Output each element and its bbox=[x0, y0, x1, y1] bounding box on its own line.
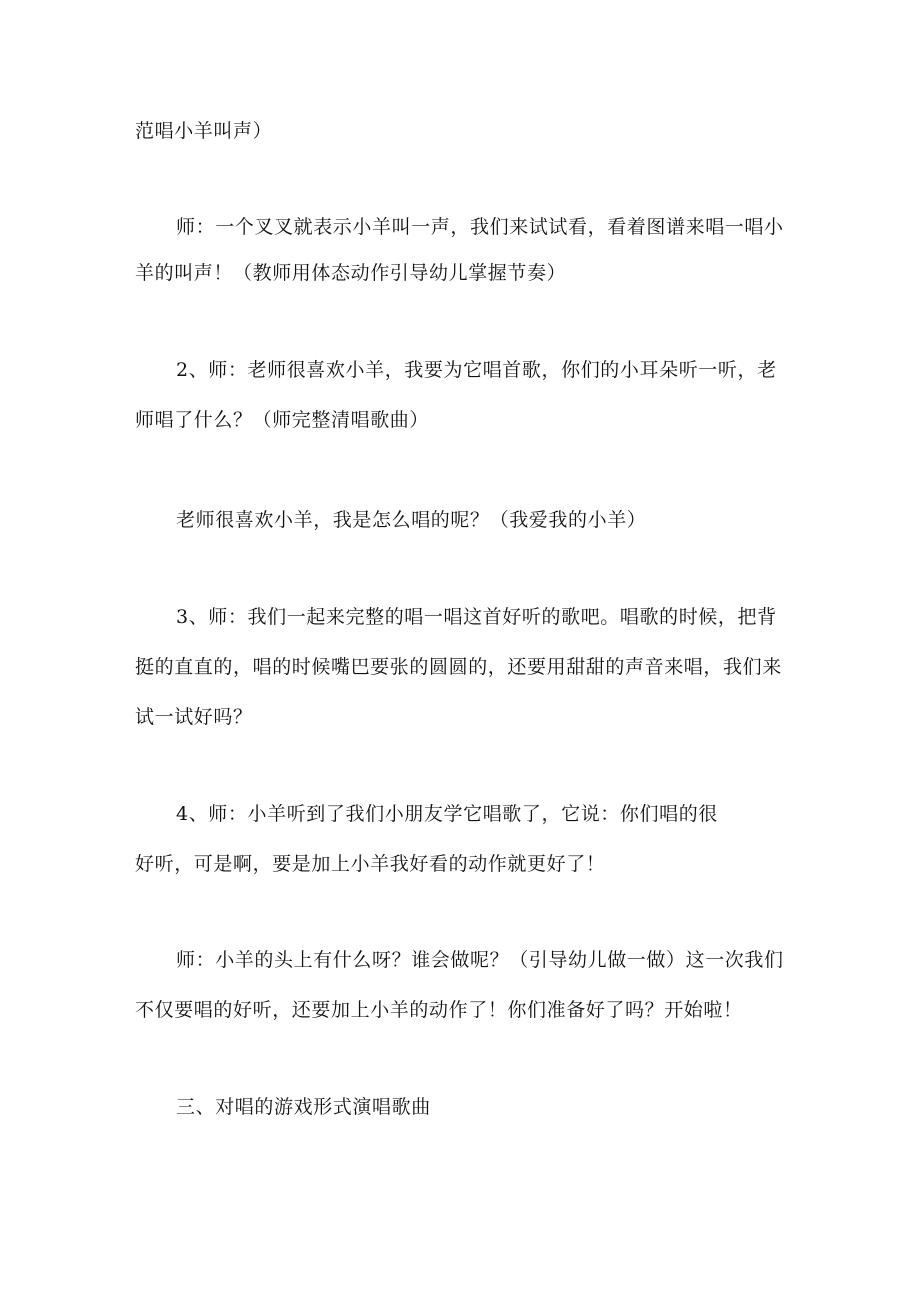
text-line: 试一试好吗？ bbox=[135, 706, 253, 728]
text-line: 4、师：小羊听到了我们小朋友学它唱歌了，它说：你们唱的很 bbox=[176, 803, 718, 825]
text-line: 不仅要唱的好听，还要加上小羊的动作了！你们准备好了吗？开始啦！ bbox=[135, 999, 743, 1021]
text-line: 2、师：老师很喜欢小羊，我要为它唱首歌，你们的小耳朵听一听，老 bbox=[176, 359, 777, 381]
text-line: 好听，可是啊，要是加上小羊我好看的动作就更好了！ bbox=[135, 853, 606, 875]
text-line: 范唱小羊叫声） bbox=[135, 120, 273, 142]
text-line: 师：一个叉叉就表示小羊叫一声，我们来试试看，看着图谱来唱一唱小 bbox=[176, 216, 784, 238]
text-line: 师：小羊的头上有什么呀？谁会做呢？（引导幼儿做一做）这一次我们 bbox=[176, 949, 784, 971]
text-line: 挺的直直的，唱的时候嘴巴要张的圆圆的，还要用甜甜的声音来唱，我们来 bbox=[135, 656, 782, 678]
section-heading: 三、对唱的游戏形式演唱歌曲 bbox=[176, 1096, 431, 1118]
text-line: 老师很喜欢小羊，我是怎么唱的呢？（我爱我的小羊） bbox=[176, 509, 647, 531]
text-line: 师唱了什么？（师完整清唱歌曲） bbox=[135, 409, 430, 431]
text-line: 羊的叫声！（教师用体态动作引导幼儿掌握节奏） bbox=[135, 262, 567, 284]
text-line: 3、师：我们一起来完整的唱一唱这首好听的歌吧。唱歌的时候，把背 bbox=[176, 606, 777, 628]
